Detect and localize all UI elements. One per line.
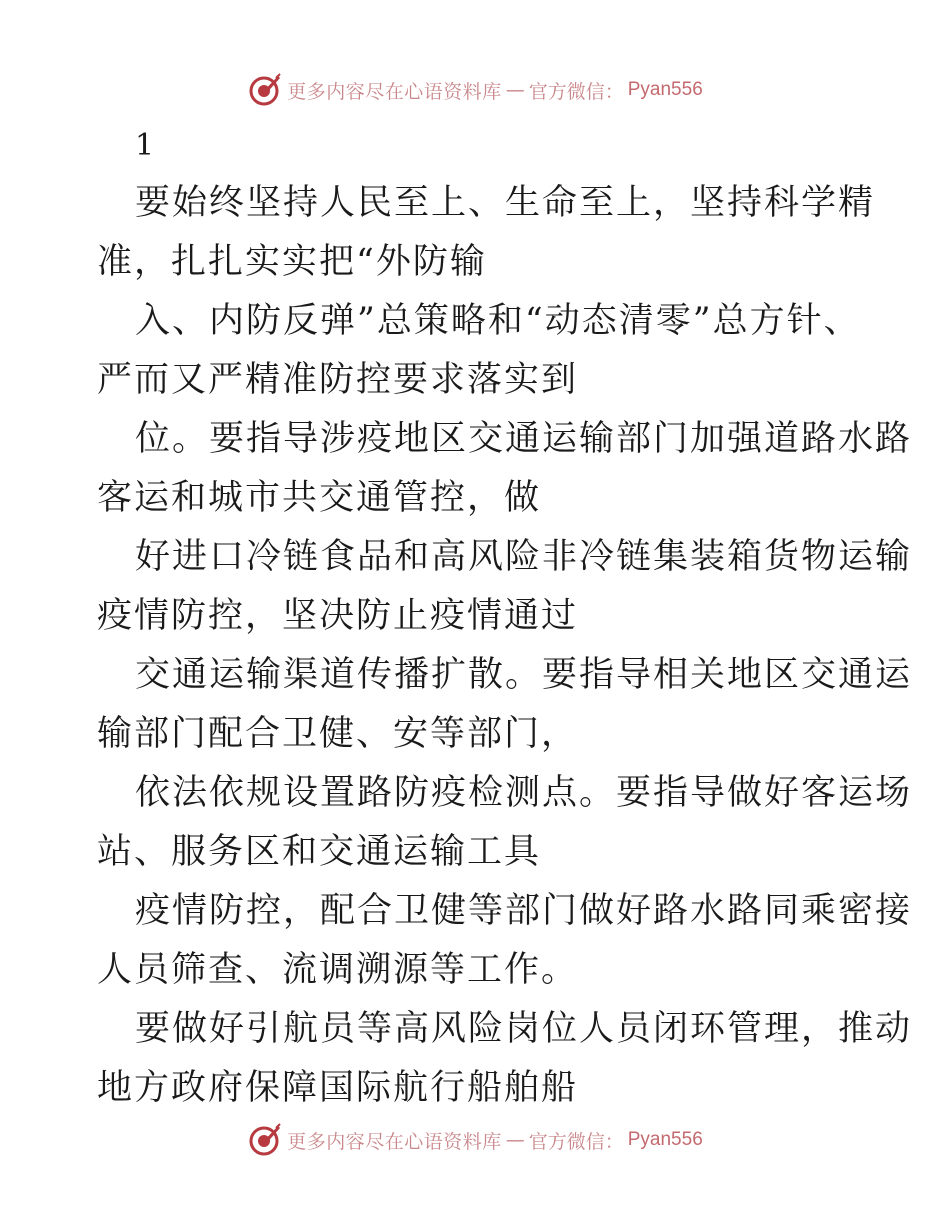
banner-separator: — <box>505 1129 525 1151</box>
text-line: 疫情防控，坚决防止疫情通过 <box>97 596 579 636</box>
text-line: 站、服务区和交通运输工具 <box>97 832 542 872</box>
text-line: 要做好引航员等高风险岗位人员闭环管理，推动 <box>135 1009 913 1049</box>
banner-separator: — <box>505 79 525 101</box>
text-line: 依法依规设置路防疫检测点。要指导做好客运场 <box>135 773 913 813</box>
banner-lead-text: 更多内容尽在心语资料库 <box>287 1130 502 1153</box>
header-banner <box>0 70 950 110</box>
text-line: 交通运输渠道传播扩散。要指导相关地区交通运 <box>135 655 913 695</box>
text-line: 位。要指导涉疫地区交通运输部门加强道路水路 <box>135 419 913 459</box>
text-line: 输部门配合卫健、安等部门， <box>97 714 579 754</box>
text-line: 人员筛查、流调溯源等工作。 <box>97 950 579 990</box>
footer-banner <box>0 1120 950 1160</box>
page-number: 1 <box>135 128 155 163</box>
banner-wechat-label: 官方微信： <box>528 1130 624 1153</box>
banner-wechat-id: Pyan556 <box>627 79 703 100</box>
text-line: 地方政府保障国际航行船舶船 <box>97 1068 579 1108</box>
text-line: 疫情防控，配合卫健等部门做好路水路同乘密接 <box>135 891 913 931</box>
quill-logo-icon <box>247 72 283 108</box>
text-line: 入、内防反弹”总策略和“动态清零”总方针、 <box>135 301 861 341</box>
banner-lead-text: 更多内容尽在心语资料库 <box>287 80 502 103</box>
quill-logo-icon <box>247 1122 283 1158</box>
text-line: 客运和城市共交通管控，做 <box>97 478 542 518</box>
banner-wechat-label: 官方微信： <box>528 80 624 103</box>
text-line: 好进口冷链食品和高风险非冷链集装箱货物运输 <box>135 537 913 577</box>
text-line: 严而又严精准防控要求落实到 <box>97 360 579 400</box>
document-body <box>97 118 913 1118</box>
banner-wechat-id: Pyan556 <box>627 1129 703 1150</box>
text-line: 准，扎扎实实把“外防输 <box>97 242 487 282</box>
text-line: 要始终坚持人民至上、生命至上，坚持科学精 <box>135 183 876 223</box>
